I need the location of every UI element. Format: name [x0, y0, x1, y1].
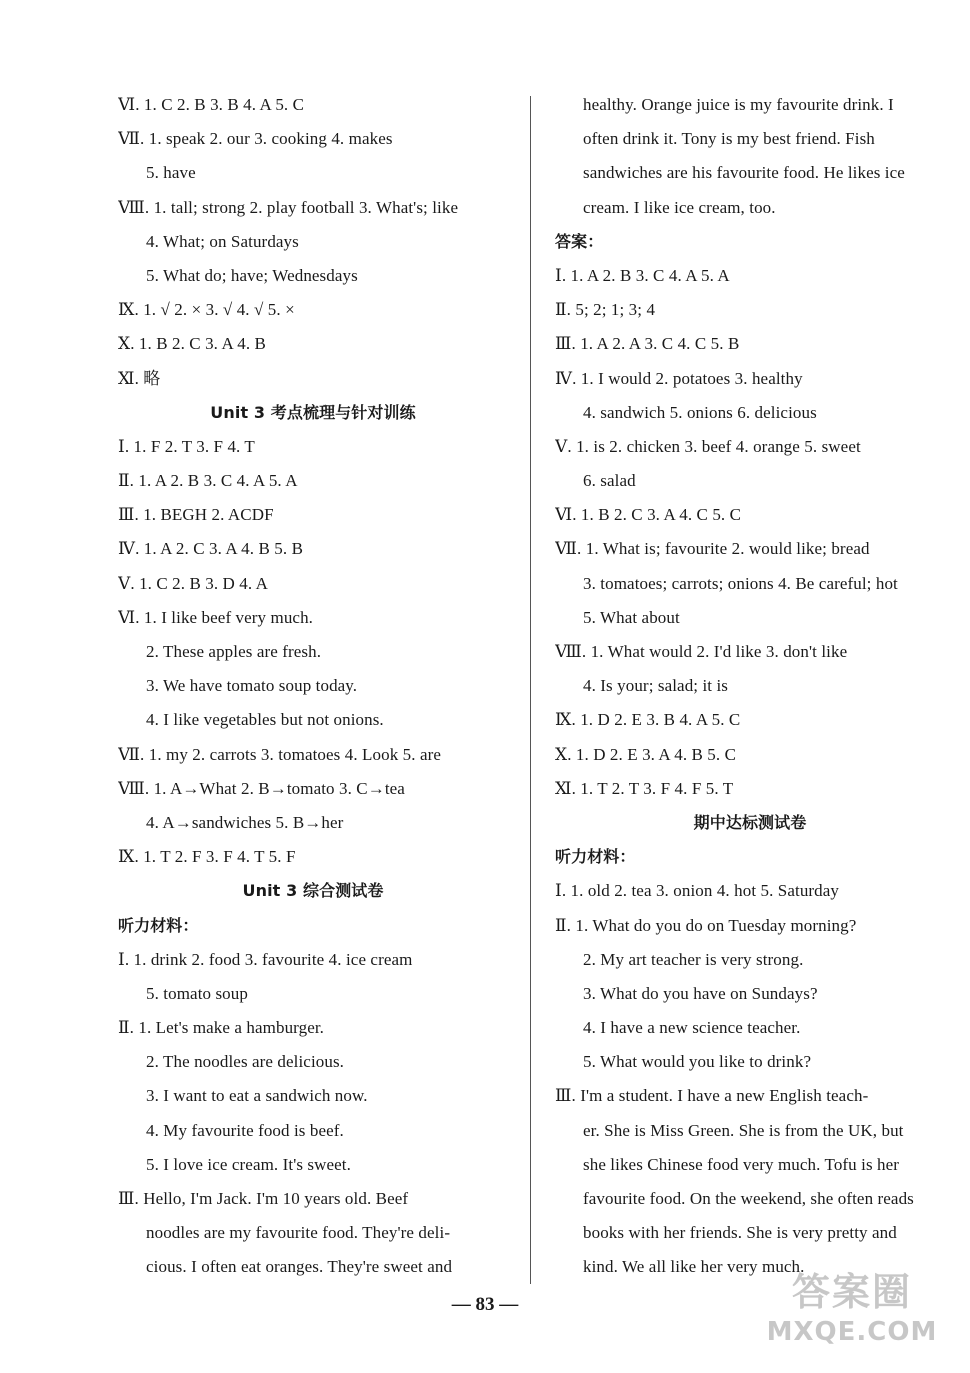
- answer-line: Ⅰ. 1. A 2. B 3. C 4. A 5. A: [555, 265, 730, 285]
- column-divider: [530, 96, 531, 1284]
- section-label: 听力材料：: [555, 847, 636, 867]
- answer-line: Ⅰ. 1. old 2. tea 3. onion 4. hot 5. Saturday: [555, 881, 840, 901]
- answer-line: 4. sandwich 5. onions 6. delicious: [583, 402, 817, 422]
- section-label: 答案：: [555, 231, 604, 251]
- answer-line: Ⅺ. 1. T 2. T 3. F 4. F 5. T: [555, 778, 734, 798]
- answer-line: Ⅸ. 1. √ 2. × 3. √ 4. √ 5. ×: [118, 300, 295, 320]
- answer-line: Ⅷ. 1. tall; strong 2. play football 3. What's; like: [118, 197, 459, 217]
- answer-line: 4. I like vegetables but not onions.: [146, 710, 384, 730]
- answer-line: Ⅲ. I'm a student. I have a new English teach-: [555, 1086, 869, 1106]
- answer-line: Ⅰ. 1. drink 2. food 3. favourite 4. ice cream: [118, 949, 413, 969]
- answer-line: 5. What would you like to drink?: [583, 1052, 812, 1072]
- answer-line: 5. What about: [583, 607, 680, 627]
- answer-line: 3. I want to eat a sandwich now.: [146, 1086, 368, 1106]
- answer-line: sandwiches are his favourite food. He likes ice: [583, 163, 905, 183]
- answer-line: 3. What do you have on Sundays?: [583, 983, 818, 1003]
- answer-line: cious. I often eat oranges. They're sweet and: [146, 1257, 453, 1277]
- answer-line: Ⅱ. 1. What do you do on Tuesday morning?: [555, 915, 857, 935]
- answer-line: Ⅹ. 1. D 2. E 3. A 4. B 5. C: [555, 744, 737, 764]
- answer-line: Ⅴ. 1. is 2. chicken 3. beef 4. orange 5. sweet: [555, 436, 861, 456]
- answer-line: Ⅵ. 1. I like beef very much.: [118, 607, 314, 627]
- answer-line: 5. What do; have; Wednesdays: [146, 265, 358, 285]
- watermark-text-top: 答案圈: [791, 1270, 912, 1314]
- answer-line: Ⅸ. 1. T 2. F 3. F 4. T 5. F: [118, 847, 296, 867]
- answer-line: Ⅷ. 1. A→What 2. B→tomato 3. C→tea: [118, 778, 405, 798]
- answer-line: Ⅶ. 1. speak 2. our 3. cooking 4. makes: [118, 129, 393, 149]
- answer-line: 6. salad: [583, 471, 636, 491]
- section-heading: Unit 3 考点梳理与针对训练: [210, 402, 416, 422]
- answer-line: Ⅺ. 略: [118, 368, 161, 388]
- right-column: [555, 88, 945, 1285]
- answer-line: 5. I love ice cream. It's sweet.: [146, 1154, 351, 1174]
- answer-line: 5. have: [146, 163, 196, 183]
- answer-line: kind. We all like her very much.: [583, 1257, 805, 1277]
- page-number: — 83 —: [451, 1294, 519, 1315]
- answer-line: 4. What; on Saturdays: [146, 231, 299, 251]
- answer-line: Ⅱ. 1. Let's make a hamburger.: [118, 1018, 325, 1038]
- answer-line: Ⅷ. 1. What would 2. I'd like 3. don't like: [555, 642, 848, 661]
- answer-line: often drink it. Tony is my best friend. Fish: [583, 129, 875, 149]
- answer-line: Ⅴ. 1. C 2. B 3. D 4. A: [118, 573, 269, 593]
- section-heading: 期中达标测试卷: [693, 812, 807, 832]
- answer-line: noodles are my favourite food. They're deli-: [146, 1223, 451, 1243]
- answer-line: Ⅱ. 5; 2; 1; 3; 4: [555, 300, 656, 320]
- answer-line: Ⅵ. 1. C 2. B 3. B 4. A 5. C: [118, 95, 305, 114]
- answer-line: healthy. Orange juice is my favourite drink. I: [583, 95, 894, 114]
- answer-line: Ⅶ. 1. What is; favourite 2. would like; bread: [555, 539, 870, 559]
- answer-line: Ⅳ. 1. I would 2. potatoes 3. healthy: [555, 368, 803, 388]
- answer-line: Ⅱ. 1. A 2. B 3. C 4. A 5. A: [118, 471, 298, 491]
- answer-line: Ⅲ. Hello, I'm Jack. I'm 10 years old. Beef: [118, 1189, 409, 1208]
- answer-line: Ⅰ. 1. F 2. T 3. F 4. T: [118, 436, 255, 456]
- section-heading: Unit 3 综合测试卷: [242, 881, 384, 901]
- answer-line: Ⅵ. 1. B 2. C 3. A 4. C 5. C: [555, 505, 742, 525]
- left-column: [118, 88, 508, 1285]
- answer-line: 5. tomato soup: [146, 983, 248, 1003]
- watermark-text-bottom: MXQE.COM: [766, 1317, 938, 1347]
- section-label: 听力材料：: [118, 915, 199, 935]
- watermark-logo: [752, 1269, 952, 1359]
- answer-line: 4. Is your; salad; it is: [583, 676, 728, 696]
- answer-line: Ⅳ. 1. A 2. C 3. A 4. B 5. B: [118, 539, 304, 559]
- answer-line: she likes Chinese food very much. Tofu is her: [583, 1154, 900, 1174]
- answer-line: 2. My art teacher is very strong.: [583, 949, 804, 969]
- answer-line: 3. tomatoes; carrots; onions 4. Be careful; hot: [583, 573, 898, 593]
- answer-line: 2. The noodles are delicious.: [146, 1052, 345, 1072]
- answer-line: 3. We have tomato soup today.: [146, 676, 358, 696]
- answer-line: favourite food. On the weekend, she often reads: [583, 1189, 914, 1208]
- answer-line: 4. A→sandwiches 5. B→her: [146, 812, 344, 832]
- answer-line: books with her friends. She is very pretty and: [583, 1223, 897, 1243]
- answer-line: 4. My favourite food is beef.: [146, 1120, 344, 1140]
- answer-line: Ⅸ. 1. D 2. E 3. B 4. A 5. C: [555, 710, 741, 730]
- answer-line: cream. I like ice cream, too.: [583, 197, 776, 217]
- answer-line: Ⅲ. 1. BEGH 2. ACDF: [118, 505, 274, 525]
- answer-line: 2. These apples are fresh.: [146, 642, 322, 661]
- answer-line: er. She is Miss Green. She is from the UK, but: [583, 1120, 904, 1140]
- answer-line: 4. I have a new science teacher.: [583, 1018, 801, 1038]
- answer-line: Ⅶ. 1. my 2. carrots 3. tomatoes 4. Look 5. are: [118, 744, 442, 764]
- answer-line: Ⅲ. 1. A 2. A 3. C 4. C 5. B: [555, 334, 740, 354]
- answer-line: Ⅹ. 1. B 2. C 3. A 4. B: [118, 334, 266, 354]
